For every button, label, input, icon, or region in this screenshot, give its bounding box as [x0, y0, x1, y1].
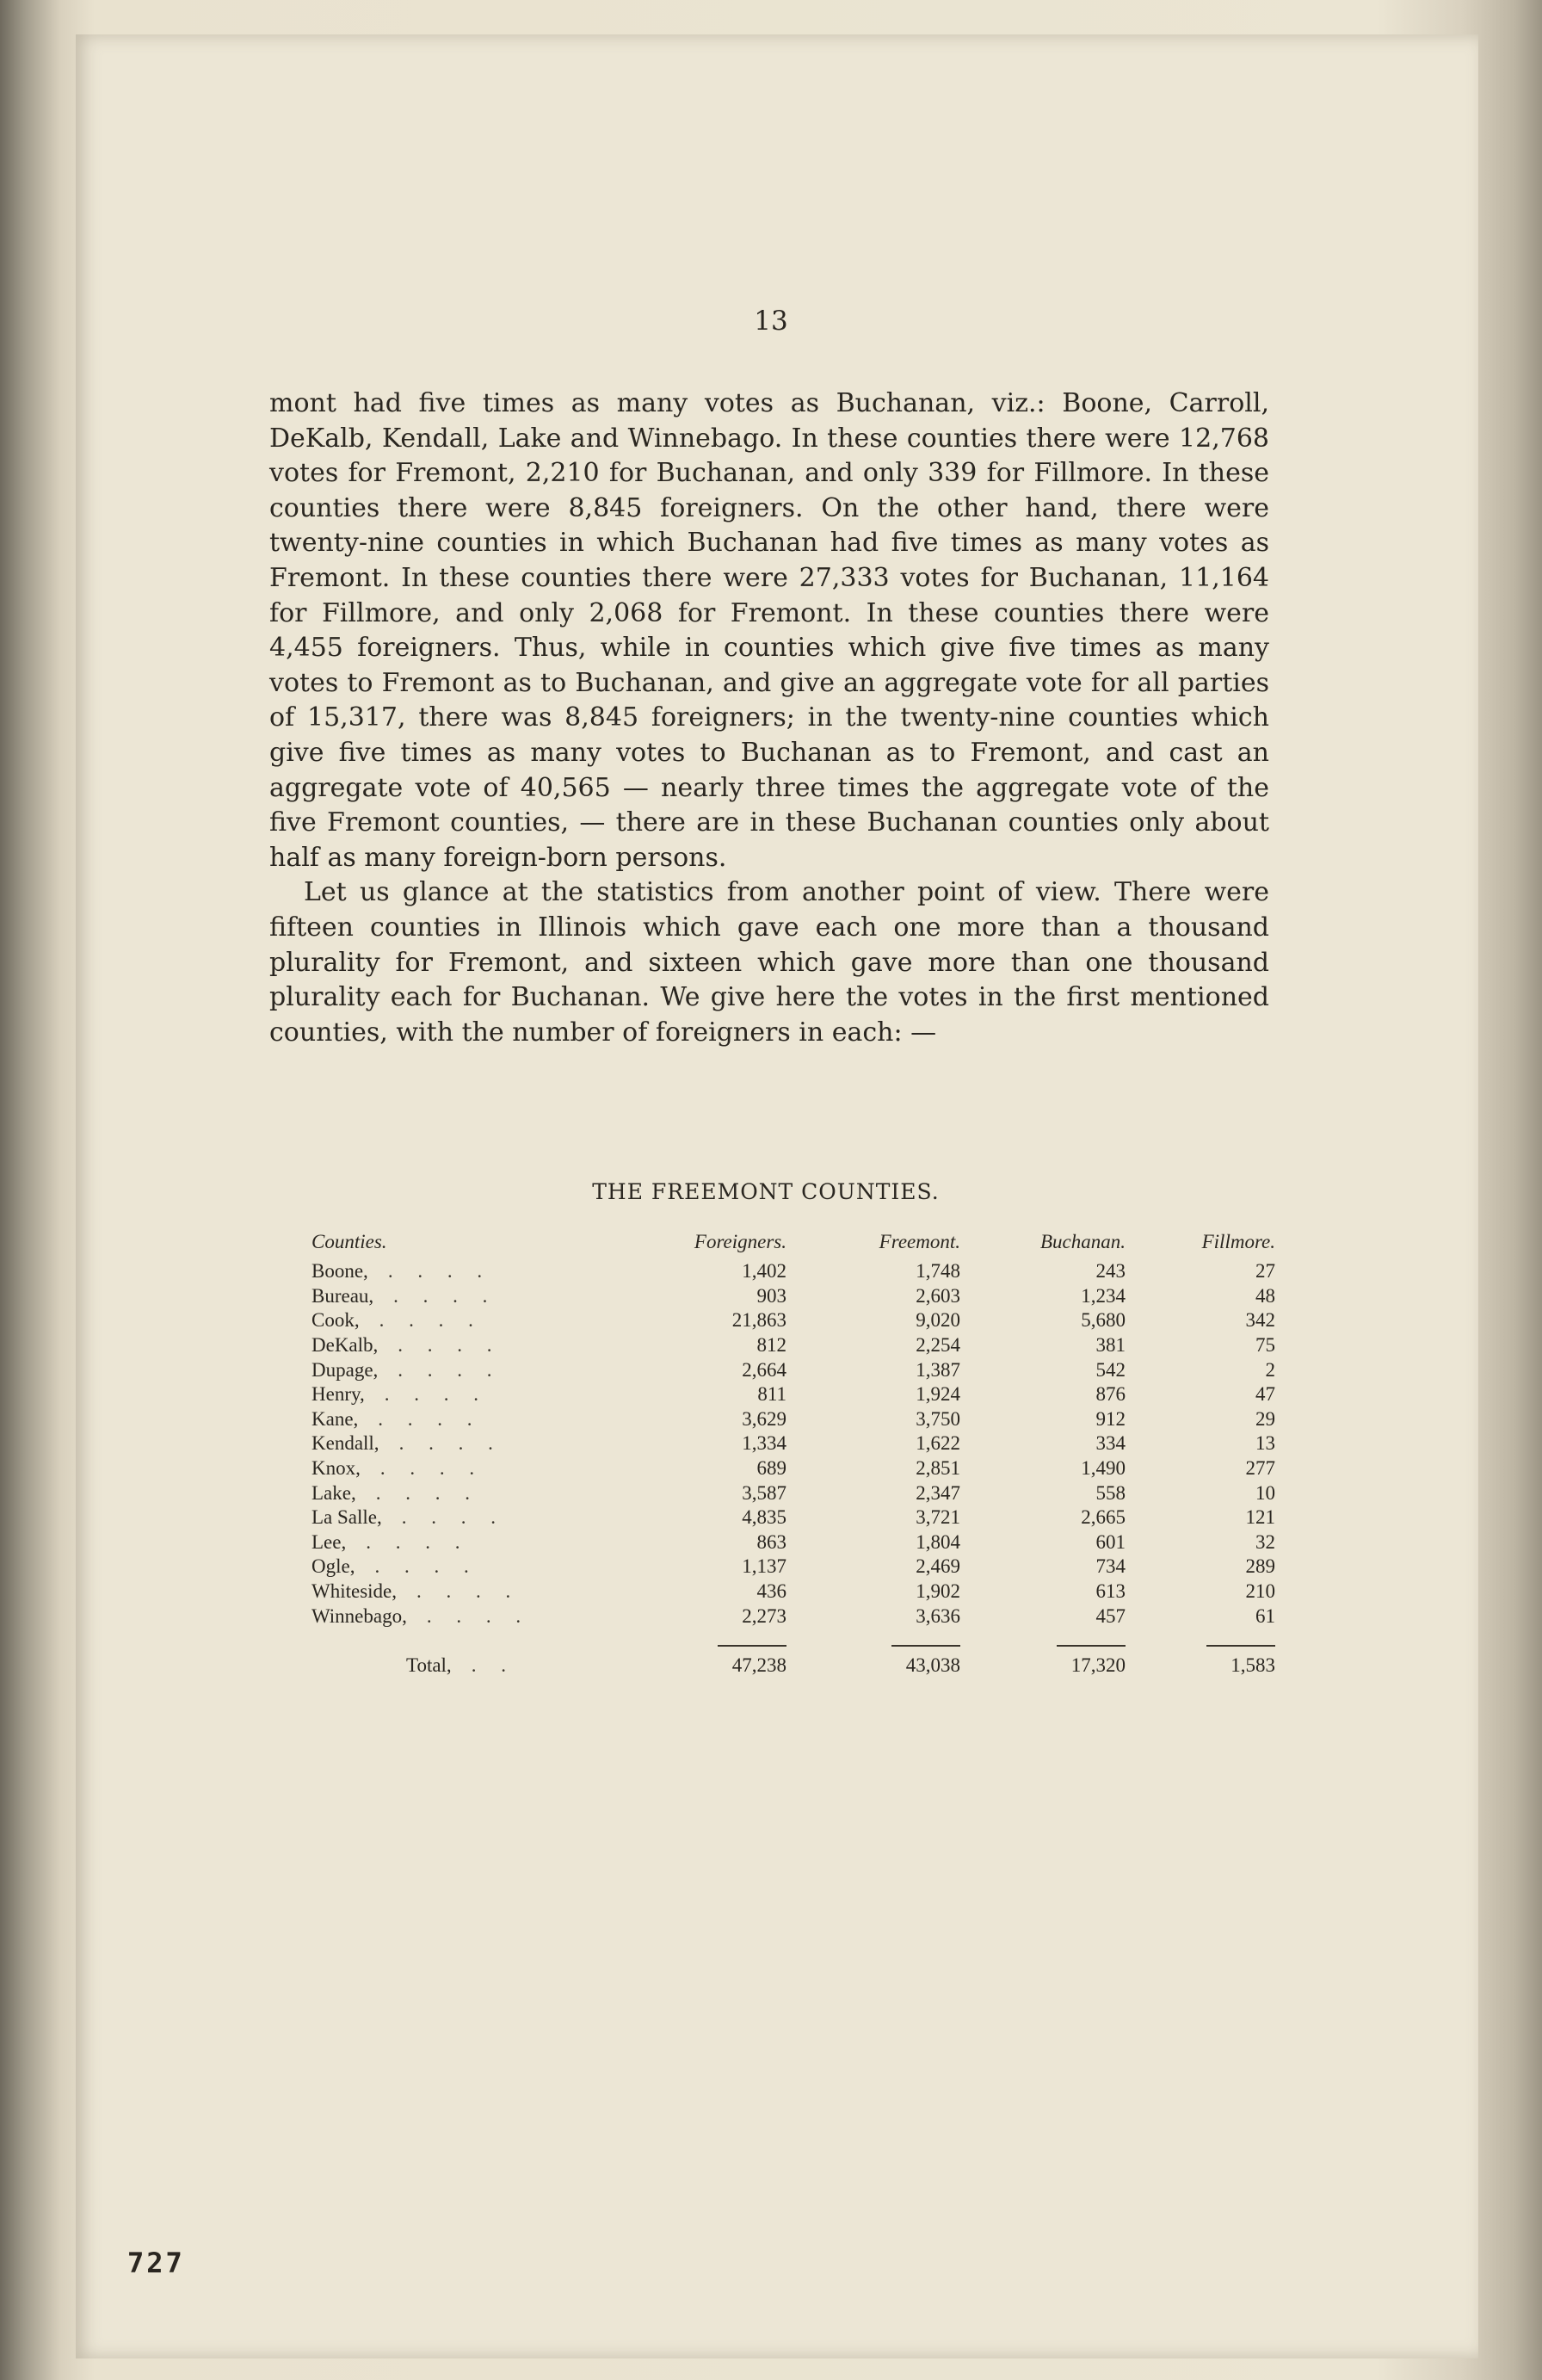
county-label: Boone, — [311, 1260, 368, 1283]
cell-foreigners: 689 — [756, 1457, 786, 1480]
table-row — [311, 1481, 1275, 1505]
cell-foreigners: 863 — [756, 1530, 786, 1553]
table-row — [311, 1308, 1275, 1333]
table-row — [311, 1579, 1275, 1604]
cell-fremont: 3,636 — [916, 1604, 960, 1627]
county-name — [311, 1481, 595, 1505]
cell-foreigners: 436 — [756, 1580, 786, 1603]
header-fillmore: Fillmore. — [1201, 1231, 1275, 1252]
cell-buchanan: 5,680 — [1081, 1309, 1126, 1332]
county-label: Henry, — [311, 1383, 365, 1406]
cell-fremont: 3,721 — [916, 1506, 960, 1529]
header-foreigners: Foreigners. — [694, 1231, 786, 1252]
divider — [718, 1645, 786, 1647]
county-label: Bureau, — [311, 1284, 374, 1307]
cell-fillmore: 210 — [1245, 1580, 1275, 1603]
cell-foreigners: 2,664 — [742, 1358, 786, 1381]
cell-fremont: 2,254 — [916, 1334, 960, 1357]
table-row — [311, 1456, 1275, 1481]
cell-fillmore: 121 — [1245, 1506, 1275, 1529]
cell-foreigners: 811 — [757, 1383, 786, 1406]
divider — [1057, 1645, 1126, 1647]
county-name — [311, 1259, 595, 1284]
cell-foreigners: 3,629 — [742, 1407, 786, 1430]
county-name — [311, 1357, 595, 1382]
cell-fillmore: 75 — [1255, 1334, 1275, 1357]
cell-foreigners: 21,863 — [731, 1309, 786, 1332]
page-number: 13 — [754, 306, 788, 337]
leader-dots: . . . . — [355, 1555, 469, 1578]
body-text — [269, 386, 1269, 1050]
rule-buchanan — [960, 1629, 1126, 1654]
county-label: Lake, — [311, 1481, 356, 1504]
leader-dots: . . . . — [397, 1580, 511, 1603]
cell-foreigners: 4,835 — [742, 1506, 786, 1529]
cell-foreigners: 1,137 — [742, 1555, 786, 1578]
county-name — [311, 1604, 595, 1629]
cell-buchanan: 876 — [1095, 1383, 1126, 1406]
cell-buchanan: 912 — [1095, 1407, 1126, 1430]
county-label: Winnebago, — [311, 1604, 407, 1627]
county-label: Cook, — [311, 1309, 360, 1332]
cell-fremont: 2,469 — [916, 1555, 960, 1578]
cell-fremont: 2,603 — [916, 1284, 960, 1307]
cell-fillmore: 48 — [1255, 1284, 1275, 1307]
total-label-text: Total, — [406, 1654, 452, 1676]
cell-fillmore: 10 — [1255, 1481, 1275, 1504]
county-name — [311, 1456, 595, 1481]
cell-fillmore: 61 — [1255, 1604, 1275, 1627]
cell-fillmore: 277 — [1245, 1457, 1275, 1480]
header-counties: Counties. — [311, 1231, 387, 1252]
cell-fillmore: 47 — [1255, 1383, 1275, 1406]
cell-foreigners: 3,587 — [742, 1481, 786, 1504]
county-name — [311, 1530, 595, 1555]
county-name — [311, 1579, 595, 1604]
divider — [1206, 1645, 1275, 1647]
leader-dots: . . . . — [406, 1604, 521, 1627]
table-row — [311, 1382, 1275, 1407]
total-buchanan: 17,320 — [1070, 1654, 1126, 1676]
cell-fremont: 1,748 — [916, 1260, 960, 1283]
cell-buchanan: 601 — [1095, 1530, 1126, 1553]
leader-dots: . . . . — [378, 1334, 492, 1357]
cell-foreigners: 903 — [756, 1284, 786, 1307]
county-name — [311, 1308, 595, 1333]
county-label: DeKalb, — [311, 1334, 379, 1357]
leader-dots: . . . . — [378, 1358, 492, 1381]
total-rule-row — [311, 1629, 1275, 1654]
cell-fremont: 1,804 — [916, 1530, 960, 1553]
counties-table — [311, 1225, 1275, 1678]
county-label: Lee, — [311, 1530, 347, 1553]
leader-dots: . . — [451, 1654, 506, 1676]
county-name — [311, 1431, 595, 1456]
rule-foreigners — [595, 1629, 786, 1654]
total-fillmore: 1,583 — [1231, 1654, 1275, 1676]
leader-dots: . . . . — [373, 1284, 488, 1307]
cell-fremont: 3,750 — [916, 1407, 960, 1430]
cell-fremont: 1,622 — [916, 1432, 960, 1455]
total-label — [311, 1654, 595, 1678]
table-row — [311, 1431, 1275, 1456]
county-label: Dupage, — [311, 1358, 379, 1381]
cell-fremont: 1,387 — [916, 1358, 960, 1381]
cell-fillmore: 342 — [1245, 1309, 1275, 1332]
rule-fremont — [786, 1629, 960, 1654]
paragraph-2: Let us glance at the statistics from another point of view. There were fifteen counties in Illinois which gave each one more than a thousand plurality for Fremont, and sixteen which gave more than one thousand plurality each for Buchanan. We give here the votes in the first mentioned counties, with the number of foreigners in each: — — [269, 877, 1269, 1048]
cell-buchanan: 381 — [1095, 1334, 1126, 1357]
folio-number: 727 — [127, 2247, 185, 2279]
header-buchanan: Buchanan. — [1039, 1231, 1126, 1252]
cell-fillmore: 27 — [1255, 1260, 1275, 1283]
cell-fremont: 9,020 — [916, 1309, 960, 1332]
rule-spacer — [311, 1629, 595, 1654]
leader-dots: . . . . — [359, 1309, 473, 1332]
leader-dots: . . . . — [360, 1457, 475, 1480]
leader-dots: . . . . — [364, 1383, 478, 1406]
cell-foreigners: 1,402 — [742, 1260, 786, 1283]
county-label: Knox, — [311, 1457, 361, 1480]
cell-fillmore: 32 — [1255, 1530, 1275, 1553]
county-name — [311, 1284, 595, 1309]
leader-dots: . . . . — [358, 1407, 472, 1430]
total-foreigners: 47,238 — [731, 1654, 786, 1676]
total-fremont: 43,038 — [905, 1654, 960, 1676]
cell-foreigners: 1,334 — [742, 1432, 786, 1455]
county-name — [311, 1555, 595, 1579]
cell-buchanan: 542 — [1095, 1358, 1126, 1381]
table-header-row — [311, 1225, 1275, 1259]
cell-buchanan: 613 — [1095, 1580, 1126, 1603]
table-row — [311, 1284, 1275, 1309]
cell-fillmore: 2 — [1265, 1358, 1275, 1381]
cell-buchanan: 457 — [1095, 1604, 1126, 1627]
table-body — [311, 1259, 1275, 1678]
leader-dots: . . . . — [379, 1432, 493, 1455]
cell-foreigners: 2,273 — [742, 1604, 786, 1627]
county-name — [311, 1333, 595, 1358]
cell-buchanan: 2,665 — [1081, 1506, 1126, 1529]
leader-dots: . . . . — [381, 1506, 496, 1529]
cell-buchanan: 558 — [1095, 1481, 1126, 1504]
county-name — [311, 1407, 595, 1432]
rule-fillmore — [1126, 1629, 1275, 1654]
cell-buchanan: 1,490 — [1081, 1457, 1126, 1480]
table-row — [311, 1604, 1275, 1629]
cell-fremont: 2,347 — [916, 1481, 960, 1504]
cell-buchanan: 334 — [1095, 1432, 1126, 1455]
cell-fremont: 1,924 — [916, 1383, 960, 1406]
county-label: Whiteside, — [311, 1580, 397, 1603]
county-label: Ogle, — [311, 1555, 355, 1578]
paragraph-1: mont had five times as many votes as Buchanan, viz.: Boone, Carroll, DeKalb, Kendall, Lake and Winnebago. In these counties there were 12,768 votes for Fremont, 2,210 for Buchanan, and only 339 for Fillmore. In these counties there were 8,845 foreigners. On the other hand, there were twenty-nine counties in which Buchanan had five times as many votes as Fremont. In these counties there were 27,333 votes for Buchanan, 11,164 for Fillmore, and only 2,068 for Fremont. In these counties there were 4,455 foreigners. Thus, while in counties which give five times as many votes to Fremont as to Buchanan, and give an aggregate vote for all parties of 15,317, there was 8,845 foreigners; in the twenty-nine counties which give five times as many votes to Buchanan as to Fremont, and cast an aggregate vote of 40,565 — nearly three times the aggregate vote of the five Fremont counties, — there are in these Buchanan counties only about half as many foreign-born persons. — [269, 388, 1269, 873]
table-row — [311, 1333, 1275, 1358]
table-row — [311, 1407, 1275, 1432]
county-name — [311, 1382, 595, 1407]
leader-dots: . . . . — [367, 1260, 483, 1283]
cell-fillmore: 29 — [1255, 1407, 1275, 1430]
table-title: THE FREEMONT COUNTIES. — [592, 1179, 940, 1204]
divider — [891, 1645, 960, 1647]
county-label: La Salle, — [311, 1506, 382, 1529]
table-row — [311, 1530, 1275, 1555]
total-row — [311, 1654, 1275, 1678]
cell-fillmore: 289 — [1245, 1555, 1275, 1578]
table-row — [311, 1259, 1275, 1284]
county-name — [311, 1505, 595, 1530]
leader-dots: . . . . — [346, 1530, 460, 1553]
cell-buchanan: 1,234 — [1081, 1284, 1126, 1307]
cell-fillmore: 13 — [1255, 1432, 1275, 1455]
cell-buchanan: 734 — [1095, 1555, 1126, 1578]
cell-foreigners: 812 — [756, 1334, 786, 1357]
cell-fremont: 1,902 — [916, 1580, 960, 1603]
table-row — [311, 1357, 1275, 1382]
cell-fremont: 2,851 — [916, 1457, 960, 1480]
leader-dots: . . . . — [355, 1481, 470, 1504]
county-label: Kane, — [311, 1407, 359, 1430]
county-label: Kendall, — [311, 1432, 379, 1455]
table-row — [311, 1555, 1275, 1579]
cell-buchanan: 243 — [1095, 1260, 1126, 1283]
header-fremont: Freemont. — [879, 1231, 960, 1252]
table-row — [311, 1505, 1275, 1530]
